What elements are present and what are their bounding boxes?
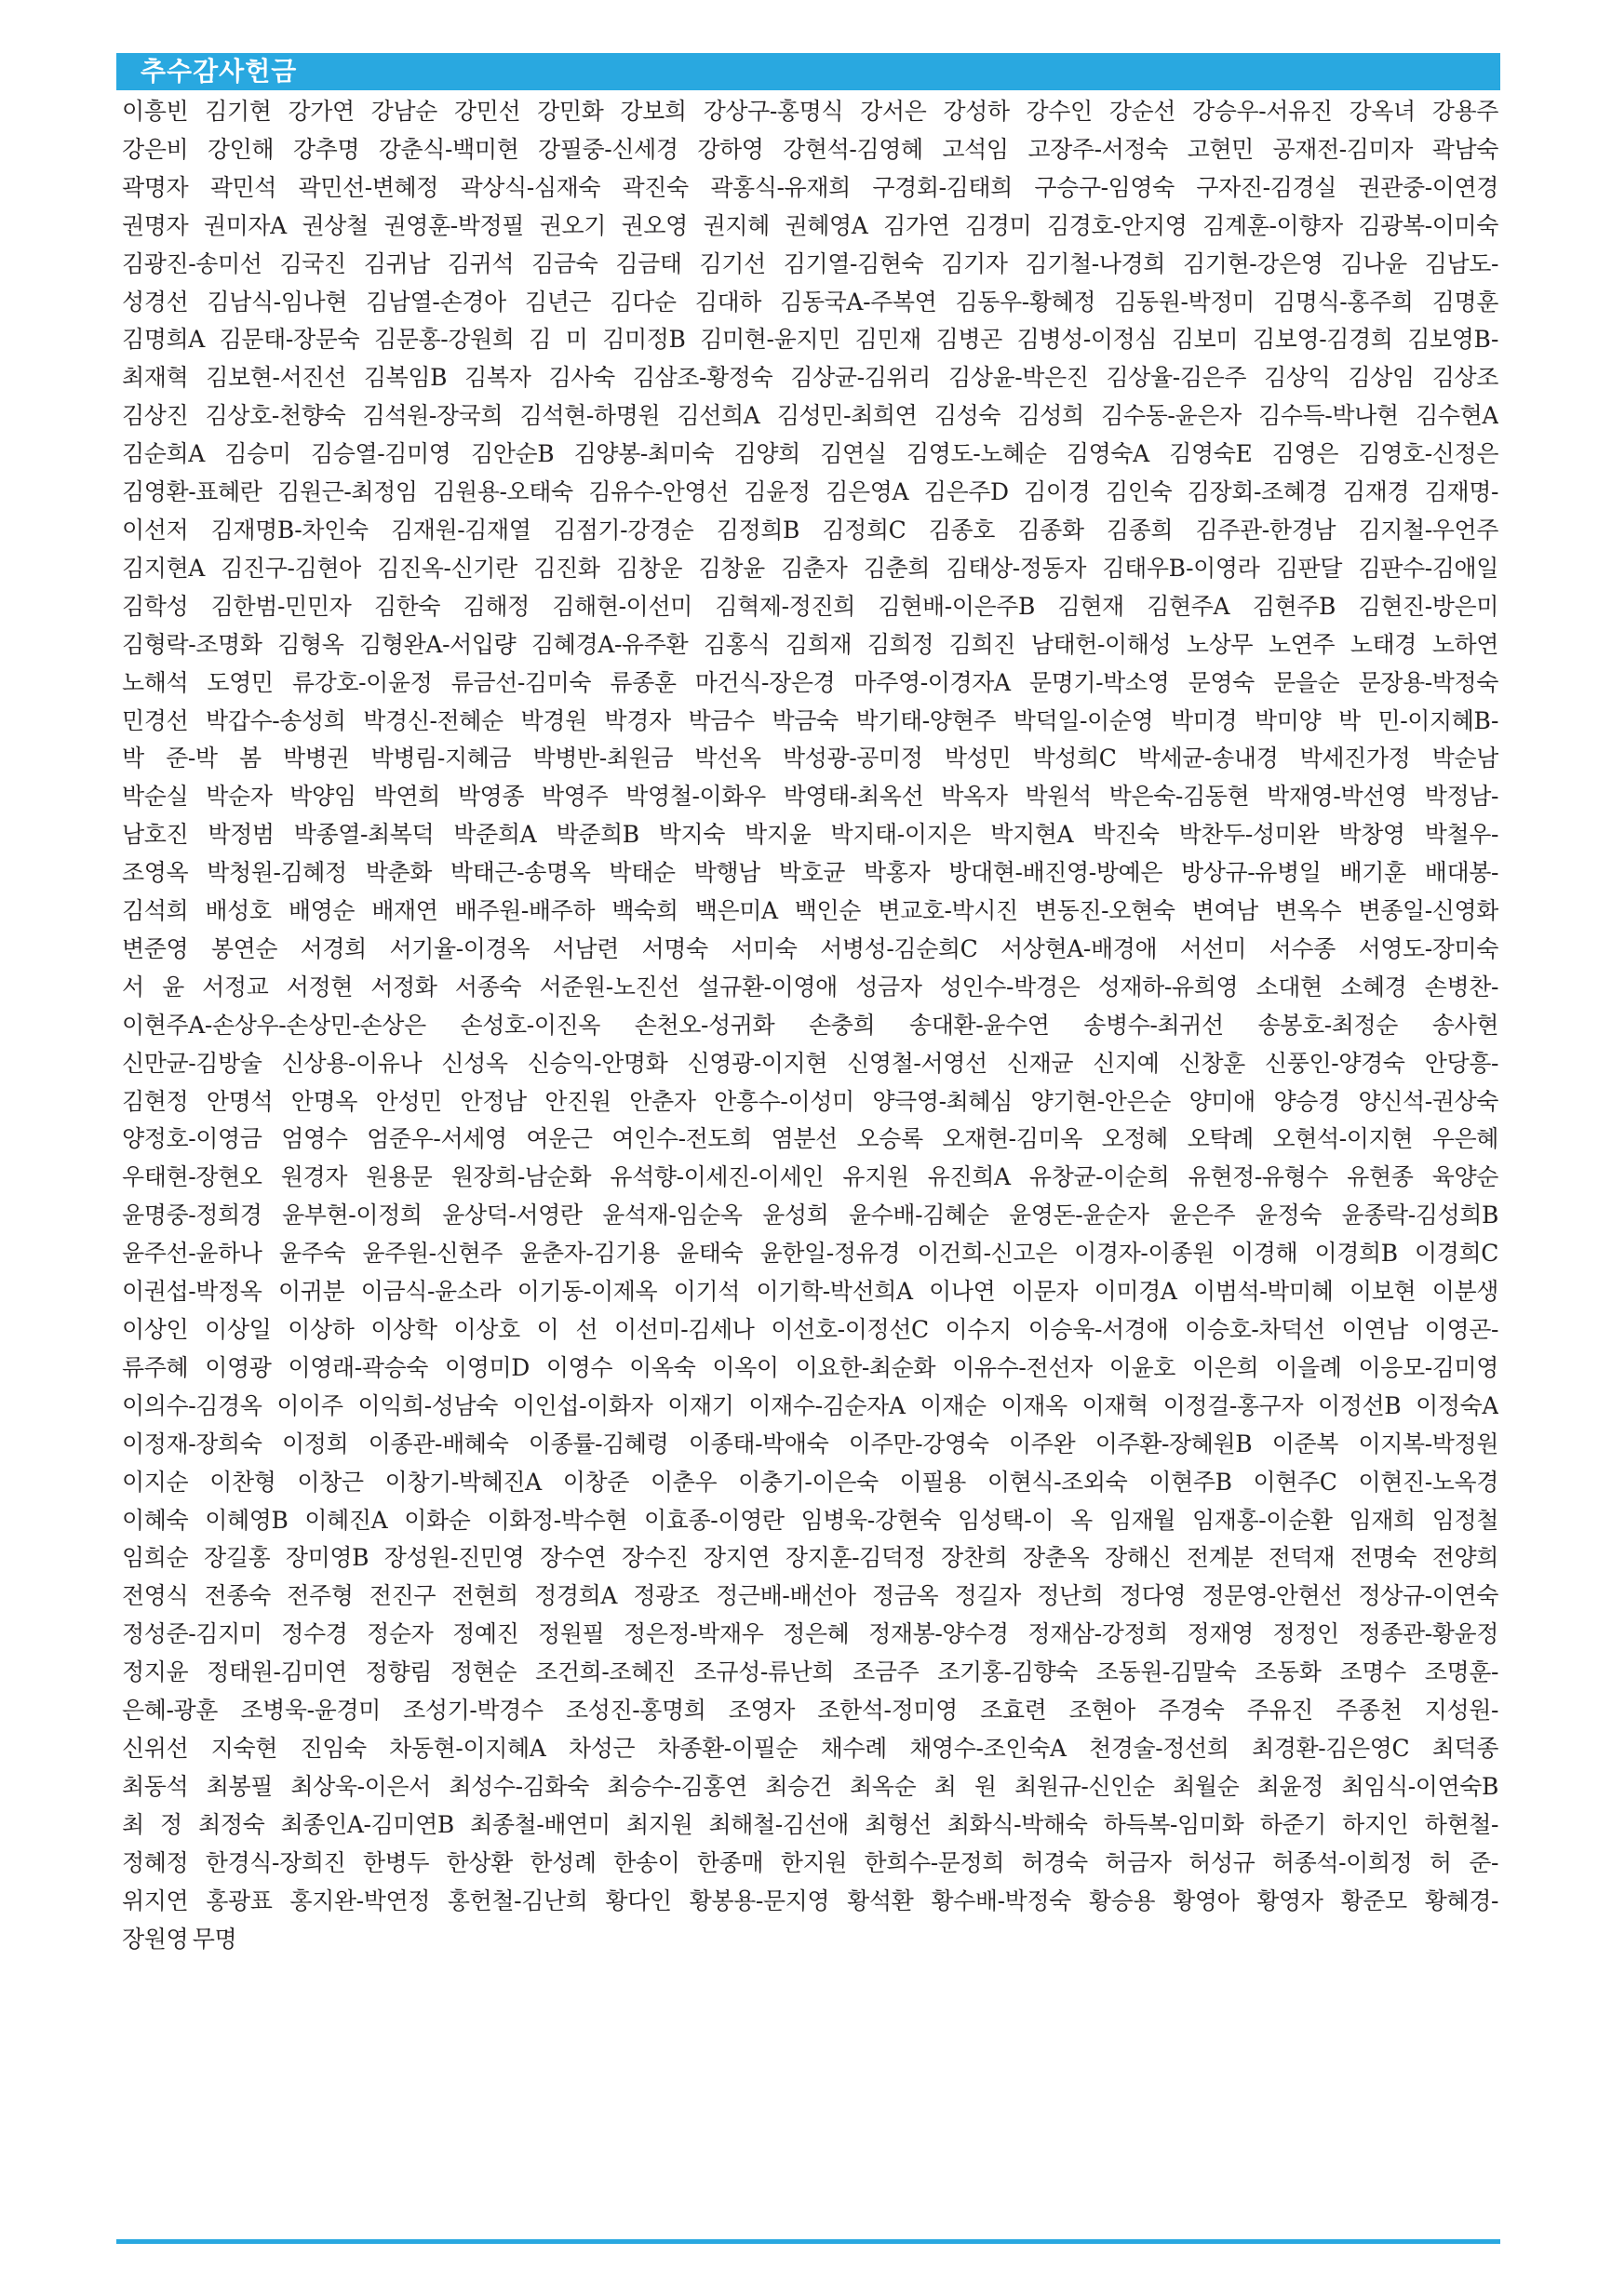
donor-line: 임희순 장길홍 장미영B 장성원-진민영 장수연 장수진 장지연 장지훈-김덕정 장찬희 장춘옥 장해신 전계분 전덕재 전명숙 전양희 [122,1544,1498,1572]
donor-line: 이상인 이상일 이상하 이상학 이상호 이 선 이선미-김세나 이선호-이정선C 이수지 이승욱-서경애 이승호-차덕선 이연남 이영곤- [122,1316,1498,1343]
donor-line: 은혜-광훈 조병욱-윤경미 조성기-박경수 조성진-홍명희 조영자 조한석-정미영 조효련 조현아 주경숙 주유진 주종천 지성원- [122,1697,1498,1725]
donor-line: 김명희A 김문태-장문숙 김문홍-강원희 김 미 김미정B 김미현-윤지민 김민재 김병곤 김병성-이정심 김보미 김보영-김경희 김보영B- [122,326,1498,354]
donor-line: 이권섭-박정옥 이귀분 이금식-윤소라 이기동-이제옥 이기석 이기학-박선희A 이나연 이문자 이미경A 이범석-박미혜 이보현 이분생 [122,1278,1498,1306]
donor-line: 노해석 도영민 류강호-이윤정 류금선-김미숙 류종훈 마건식-장은경 마주영-이경자A 문명기-박소영 문영숙 문을순 문장용-박정숙 [122,668,1498,696]
donor-line: 권명자 권미자A 권상철 권영훈-박정필 권오기 권오영 권지혜 권혜영A 김가연 김경미 김경호-안지영 김계훈-이향자 김광복-이미숙 [122,211,1498,239]
donor-line: 민경선 박갑수-송성희 박경신-전혜순 박경원 박경자 박금수 박금숙 박기태-양현주 박덕일-이순영 박미경 박미양 박 민-이지혜B- [122,706,1498,734]
donor-line: 신만균-김방술 신상용-이유나 신성옥 신승익-안명화 신영광-이지현 신영철-서영선 신재균 신지예 신창훈 신풍인-양경숙 안당흥- [122,1049,1498,1077]
donor-line: 최 정 최정숙 최종인A-김미연B 최종철-배연미 최지원 최해철-김선애 최형선 최화식-박해숙 하득복-임미화 하준기 하지인 하현철- [122,1810,1498,1838]
donor-line: 남호진 박정범 박종열-최복덕 박준희A 박준희B 박지숙 박지윤 박지태-이지은 박지현A 박진숙 박찬두-성미완 박창영 박철우- [122,821,1498,849]
donor-line: 김상진 김상호-천향숙 김석원-장국희 김석현-하명원 김선희A 김성민-최희연 김성숙 김성희 김수동-윤은자 김수득-박나현 김수현A [122,402,1498,430]
donor-line: 이의수-김경옥 이이주 이익희-성남숙 이인섭-이화자 이재기 이재수-김순자A 이재순 이재옥 이재혁 이정걸-홍구자 이정선B 이정숙A [122,1391,1498,1419]
donor-line: 김지현A 김진구-김현아 김진옥-신기란 김진화 김창운 김창윤 김춘자 김춘희 김태상-정동자 김태우B-이영라 김판달 김판수-김애일 [122,554,1498,582]
donor-line: 김현정 안명석 안명옥 안성민 안정남 안진원 안춘자 안흥수-이성미 양극영-최혜심 양기현-안은순 양미애 양승경 양신석-권상숙 [122,1087,1498,1115]
donor-line: 이현주A-손상우-손상민-손상은 손성호-이진옥 손천오-성귀화 손충희 송대환-윤수연 송병수-최귀선 송봉호-최정순 송사현 [122,1011,1498,1039]
donor-line: 이흥빈 김기현 강가연 강남순 강민선 강민화 강보희 강상구-홍명식 강서은 강성하 강수인 강순선 강승우-서유진 강옥녀 강용주 [122,98,1498,125]
donor-line: 김석희 배성호 배영순 배재연 배주원-배주하 백숙희 백은미A 백인순 변교호-박시진 변동진-오현숙 변여남 변옥수 변종일-신영화 [122,897,1498,925]
donor-line: 위지연 홍광표 홍지완-박연정 홍헌철-김난희 황다인 황봉용-문지영 황석환 황수배-박정숙 황승용 황영아 황영자 황준모 황혜경- [122,1886,1498,1914]
donor-line: 정혜정 한경식-장희진 한병두 한상환 한성례 한송이 한종매 한지원 한희수-문정희 허경숙 허금자 허성규 허종석-이희정 허 준- [122,1848,1498,1876]
donor-line: 정성준-김지미 정수경 정순자 정예진 정원필 정은정-박재우 정은혜 정재봉-양수경 정재삼-강정희 정재영 정정인 정종관-황윤정 [122,1620,1498,1648]
donor-line: 전영식 전종숙 전주형 전진구 전현희 정경희A 정광조 정근배-배선아 정금옥 정길자 정난희 정다영 정문영-안현선 정상규-이연숙 [122,1582,1498,1610]
donor-line: 서 윤 서정교 서정현 서정화 서종숙 서준원-노진선 설규환-이영애 성금자 성인수-박경은 성재하-유희영 소대현 소혜경 손병찬- [122,973,1498,1000]
section-title: 추수감사헌금 [141,56,298,87]
donor-line: 강은비 강인해 강추명 강춘식-백미현 강필중-신세경 강하영 강현석-김영혜 고석임 고장주-서정숙 고현민 공재전-김미자 곽남숙 [122,135,1498,163]
donor-line: 윤주선-윤하나 윤주숙 윤주원-신현주 윤춘자-김기용 윤태숙 윤한일-정유경 이건희-신고은 이경자-이종원 이경해 이경희B 이경희C [122,1240,1498,1268]
donor-line: 최동석 최봉필 최상욱-이은서 최성수-김화숙 최승수-김홍연 최승건 최옥순 최 원 최원규-신인순 최월순 최윤정 최임식-이연숙B [122,1772,1498,1800]
donor-line: 김형락-조명화 김형옥 김형완A-서입량 김혜경A-유주환 김홍식 김희재 김희정 김희진 남태헌-이해성 노상무 노연주 노태경 노하연 [122,630,1498,658]
section-header-bar [116,53,1500,90]
donor-line: 윤명중-정희경 윤부현-이정희 윤상덕-서영란 윤석재-임순옥 윤성희 윤수배-김혜순 윤영돈-윤순자 윤은주 윤정숙 윤종락-김성희B [122,1202,1498,1229]
footer-divider [116,2239,1500,2244]
donor-line: 조영옥 박청원-김혜정 박춘화 박태근-송명옥 박태순 박행남 박호균 박홍자 방대현-배진영-방예은 방상규-유병일 배기훈 배대봉- [122,859,1498,887]
donor-line: 신위선 지숙현 진임숙 차동현-이지혜A 차성근 차종환-이필순 채수례 채영수-조인숙A 천경술-정선희 최경환-김은영C 최덕종 [122,1734,1498,1762]
donor-line: 이선저 김재명B-차인숙 김재원-김재열 김점기-강경순 김정희B 김정희C 김종호 김종화 김종희 김주관-한경남 김지철-우언주 [122,516,1498,544]
donor-line: 이지순 이찬형 이창근 이창기-박혜진A 이창준 이춘우 이충기-이은숙 이필용 이현식-조외숙 이현주B 이현주C 이현진-노옥경 [122,1468,1498,1496]
donor-line: 우태현-장현오 원경자 원용문 원장희-남순화 유석향-이세진-이세인 유지원 유진희A 유창균-이순희 유현정-유형수 유현종 육양순 [122,1163,1498,1191]
donor-line: 곽명자 곽민석 곽민선-변혜정 곽상식-심재숙 곽진숙 곽홍식-유재희 구경회-김태희 구승구-임영숙 구자진-김경실 권관중-이연경 [122,173,1498,201]
donor-line: 변준영 봉연순 서경희 서기율-이경옥 서남련 서명숙 서미숙 서병성-김순희C 서상현A-배경애 서선미 서수종 서영도-장미숙 [122,934,1498,962]
donor-line: 김광진-송미선 김국진 김귀남 김귀석 김금숙 김금태 김기선 김기열-김현숙 김기자 김기철-나경희 김기현-강은영 김나윤 김남도- [122,249,1498,277]
donor-line: 류주혜 이영광 이영래-곽승숙 이영미D 이영수 이옥숙 이옥이 이요한-최순화 이유수-전선자 이윤호 이은희 이을례 이응모-김미영 [122,1353,1498,1381]
donor-line: 정지윤 정태원-김미연 정향림 정현순 조건희-조혜진 조규성-류난희 조금주 조기홍-김향숙 조동원-김말숙 조동화 조명수 조명훈- [122,1658,1498,1686]
donor-line: 이혜숙 이혜영B 이혜진A 이화순 이화정-박수현 이효종-이영란 임병욱-강현숙 임성택-이 옥 임재월 임재홍-이순환 임재희 임정철 [122,1506,1498,1534]
donor-line: 이정재-장희숙 이정희 이종관-배혜숙 이종률-김혜령 이종태-박애숙 이주만-강영숙 이주완 이주환-장혜원B 이준복 이지복-박정원 [122,1430,1498,1457]
donor-line: 장원영 무명 [122,1925,237,1953]
donor-line: 성경선 김남식-임나현 김남열-손경아 김년근 김다순 김대하 김동국A-주복연 김동우-황혜정 김동원-박정미 김명식-홍주희 김명훈 [122,288,1498,316]
donor-line: 김학성 김한범-민민자 김한숙 김해정 김해현-이선미 김혁제-정진희 김현배-이은주B 김현재 김현주A 김현주B 김현진-방은미 [122,592,1498,620]
donor-line: 김순희A 김승미 김승열-김미영 김안순B 김양봉-최미숙 김양희 김연실 김영도-노혜순 김영숙A 김영숙E 김영은 김영호-신정은 [122,440,1498,468]
donor-line: 박순실 박순자 박양임 박연희 박영종 박영주 박영철-이화우 박영태-최옥선 박옥자 박원석 박은숙-김동현 박재영-박선영 박정남- [122,783,1498,811]
donor-name-list [122,93,1498,1958]
donor-line: 양정호-이영금 엄영수 엄준우-서세영 여운근 여인수-전도희 염분선 오승록 오재현-김미옥 오정혜 오탁례 오현석-이지현 우은혜 [122,1125,1498,1153]
donor-line: 김영환-표혜란 김원근-최정임 김원용-오태숙 김유수-안영선 김윤정 김은영A 김은주D 김이경 김인숙 김장회-조혜경 김재경 김재명- [122,478,1498,506]
donor-line: 박 준-박 봄 박병권 박병림-지혜금 박병반-최원금 박선옥 박성광-공미정 박성민 박성희C 박세균-송내경 박세진가정 박순남 [122,745,1498,772]
donor-line: 최재혁 김보현-서진선 김복임B 김복자 김사숙 김삼조-황정숙 김상균-김위리 김상윤-박은진 김상율-김은주 김상익 김상임 김상조 [122,364,1498,392]
